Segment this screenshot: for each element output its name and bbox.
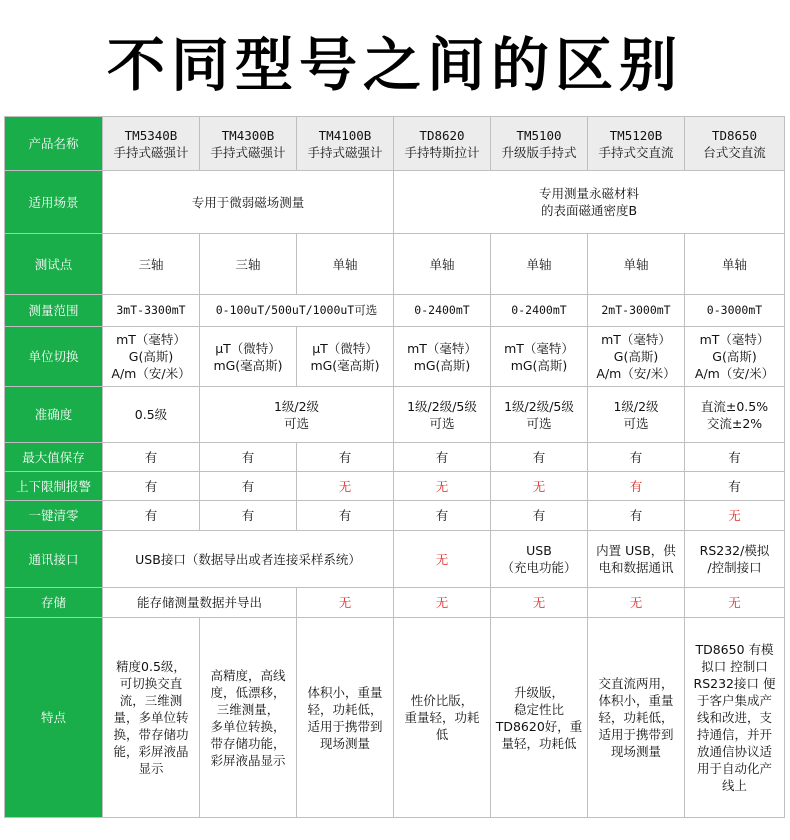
table-row-product-name xyxy=(5,117,785,171)
cell-max-hold: 有 xyxy=(588,443,685,472)
cell-alarm: 有 xyxy=(685,472,785,501)
cell-accuracy: 1级/2级/5级 可选 xyxy=(491,387,588,443)
column-header-td8650: TD8650 台式交直流 xyxy=(685,117,785,171)
cell-feature: 高精度，高线 度，低漂移， 三维测量， 多单位转换， 带存储功能， 彩屏液晶显示 xyxy=(200,618,297,818)
table-row-feature xyxy=(5,618,785,818)
cell-scene-weak-field: 专用于微弱磁场测量 xyxy=(103,171,394,234)
cell-zero: 无 xyxy=(685,501,785,531)
cell-accuracy: 1级/2级 可选 xyxy=(200,387,394,443)
column-header-tm4100b: TM4100B 手持式磁强计 xyxy=(297,117,394,171)
cell-zero: 有 xyxy=(297,501,394,531)
cell-max-hold: 有 xyxy=(394,443,491,472)
cell-max-hold: 有 xyxy=(103,443,200,472)
cell-alarm: 无 xyxy=(491,472,588,501)
table-row-storage xyxy=(5,588,785,618)
cell-range: 0-100uT/500uT/1000uT可选 xyxy=(200,295,394,327)
table-row-max-hold xyxy=(5,443,785,472)
cell-unit: mT（毫特） G(高斯) A/m（安/米） xyxy=(103,327,200,387)
cell-axis: 单轴 xyxy=(588,234,685,295)
cell-storage: 无 xyxy=(491,588,588,618)
column-header-tm5100: TM5100 升级版手持式 xyxy=(491,117,588,171)
row-label-comm: 通讯接口 xyxy=(5,531,103,588)
cell-max-hold: 有 xyxy=(491,443,588,472)
cell-range: 0-2400mT xyxy=(394,295,491,327)
row-label-product-name: 产品名称 xyxy=(5,117,103,171)
cell-axis: 单轴 xyxy=(297,234,394,295)
row-label-scene: 适用场景 xyxy=(5,171,103,234)
table-row-axis xyxy=(5,234,785,295)
cell-accuracy: 1级/2级/5级 可选 xyxy=(394,387,491,443)
cell-storage: 无 xyxy=(297,588,394,618)
cell-comm: 无 xyxy=(394,531,491,588)
row-label-range: 测量范围 xyxy=(5,295,103,327)
cell-range: 2mT-3000mT xyxy=(588,295,685,327)
cell-unit: mT（毫特） mG(高斯) xyxy=(491,327,588,387)
cell-range: 3mT-3300mT xyxy=(103,295,200,327)
cell-zero: 有 xyxy=(394,501,491,531)
cell-storage: 无 xyxy=(685,588,785,618)
cell-zero: 有 xyxy=(103,501,200,531)
cell-range: 0-3000mT xyxy=(685,295,785,327)
table-row-scene xyxy=(5,171,785,234)
cell-feature: 性价比版， 重量轻，功耗 低 xyxy=(394,618,491,818)
row-label-zero: 一键清零 xyxy=(5,501,103,531)
cell-axis: 三轴 xyxy=(103,234,200,295)
cell-max-hold: 有 xyxy=(200,443,297,472)
cell-feature: TD8650 有模 拟口 控制口 RS232接口 便 于客户集成产 线和改进，支 持通信，并开 放通信协议适 用于自动化产 线上 xyxy=(685,618,785,818)
cell-unit: mT（毫特） G(高斯) A/m（安/米） xyxy=(588,327,685,387)
cell-alarm: 无 xyxy=(394,472,491,501)
table-row-comm xyxy=(5,531,785,588)
page-title: 不同型号之间的区别 xyxy=(106,31,683,99)
table-row-alarm xyxy=(5,472,785,501)
cell-feature: 精度0.5级， 可切换交直 流，三维测 量，多单位转 换，带存储功 能，彩屏液晶 显示 xyxy=(103,618,200,818)
cell-storage: 无 xyxy=(394,588,491,618)
cell-axis: 三轴 xyxy=(200,234,297,295)
cell-scene-permanent-magnet: 专用测量永磁材料 的表面磁通密度B xyxy=(394,171,785,234)
table-row-unit xyxy=(5,327,785,387)
cell-axis: 单轴 xyxy=(491,234,588,295)
cell-comm: 内置 USB，供 电和数据通讯 xyxy=(588,531,685,588)
cell-unit: μT（微特） mG(毫高斯) xyxy=(200,327,297,387)
cell-accuracy: 1级/2级 可选 xyxy=(588,387,685,443)
table-row-range xyxy=(5,295,785,327)
table-row-zero xyxy=(5,501,785,531)
row-label-storage: 存储 xyxy=(5,588,103,618)
cell-comm: USB （充电功能） xyxy=(491,531,588,588)
row-label-feature: 特点 xyxy=(5,618,103,818)
cell-feature: 交直流两用， 体积小，重量 轻，功耗低， 适用于携带到 现场测量 xyxy=(588,618,685,818)
column-header-tm5340b: TM5340B 手持式磁强计 xyxy=(103,117,200,171)
row-label-max-hold: 最大值保存 xyxy=(5,443,103,472)
cell-zero: 有 xyxy=(491,501,588,531)
cell-max-hold: 有 xyxy=(297,443,394,472)
cell-alarm: 有 xyxy=(200,472,297,501)
comparison-table xyxy=(4,116,785,818)
table-row-accuracy xyxy=(5,387,785,443)
column-header-tm5120b: TM5120B 手持式交直流 xyxy=(588,117,685,171)
cell-axis: 单轴 xyxy=(685,234,785,295)
cell-accuracy: 0.5级 xyxy=(103,387,200,443)
cell-alarm: 无 xyxy=(297,472,394,501)
cell-accuracy: 直流±0.5% 交流±2% xyxy=(685,387,785,443)
cell-feature: 升级版， 稳定性比 TD8620好，重 量轻，功耗低 xyxy=(491,618,588,818)
column-header-td8620: TD8620 手持特斯拉计 xyxy=(394,117,491,171)
cell-storage: 能存储测量数据并导出 xyxy=(103,588,297,618)
cell-alarm: 有 xyxy=(103,472,200,501)
cell-range: 0-2400mT xyxy=(491,295,588,327)
cell-unit: μT（微特） mG(毫高斯) xyxy=(297,327,394,387)
row-label-alarm: 上下限制报警 xyxy=(5,472,103,501)
row-label-unit: 单位切换 xyxy=(5,327,103,387)
cell-max-hold: 有 xyxy=(685,443,785,472)
column-header-tm4300b: TM4300B 手持式磁强计 xyxy=(200,117,297,171)
cell-axis: 单轴 xyxy=(394,234,491,295)
row-label-axis: 测试点 xyxy=(5,234,103,295)
row-label-accuracy: 准确度 xyxy=(5,387,103,443)
cell-comm: USB接口（数据导出或者连接采样系统） xyxy=(103,531,394,588)
cell-unit: mT（毫特） G(高斯) A/m（安/米） xyxy=(685,327,785,387)
cell-storage: 无 xyxy=(588,588,685,618)
cell-feature: 体积小，重量 轻，功耗低， 适用于携带到 现场测量 xyxy=(297,618,394,818)
cell-comm: RS232/模拟 /控制接口 xyxy=(685,531,785,588)
cell-unit: mT（毫特） mG(高斯) xyxy=(394,327,491,387)
cell-zero: 有 xyxy=(588,501,685,531)
cell-alarm: 有 xyxy=(588,472,685,501)
cell-zero: 有 xyxy=(200,501,297,531)
